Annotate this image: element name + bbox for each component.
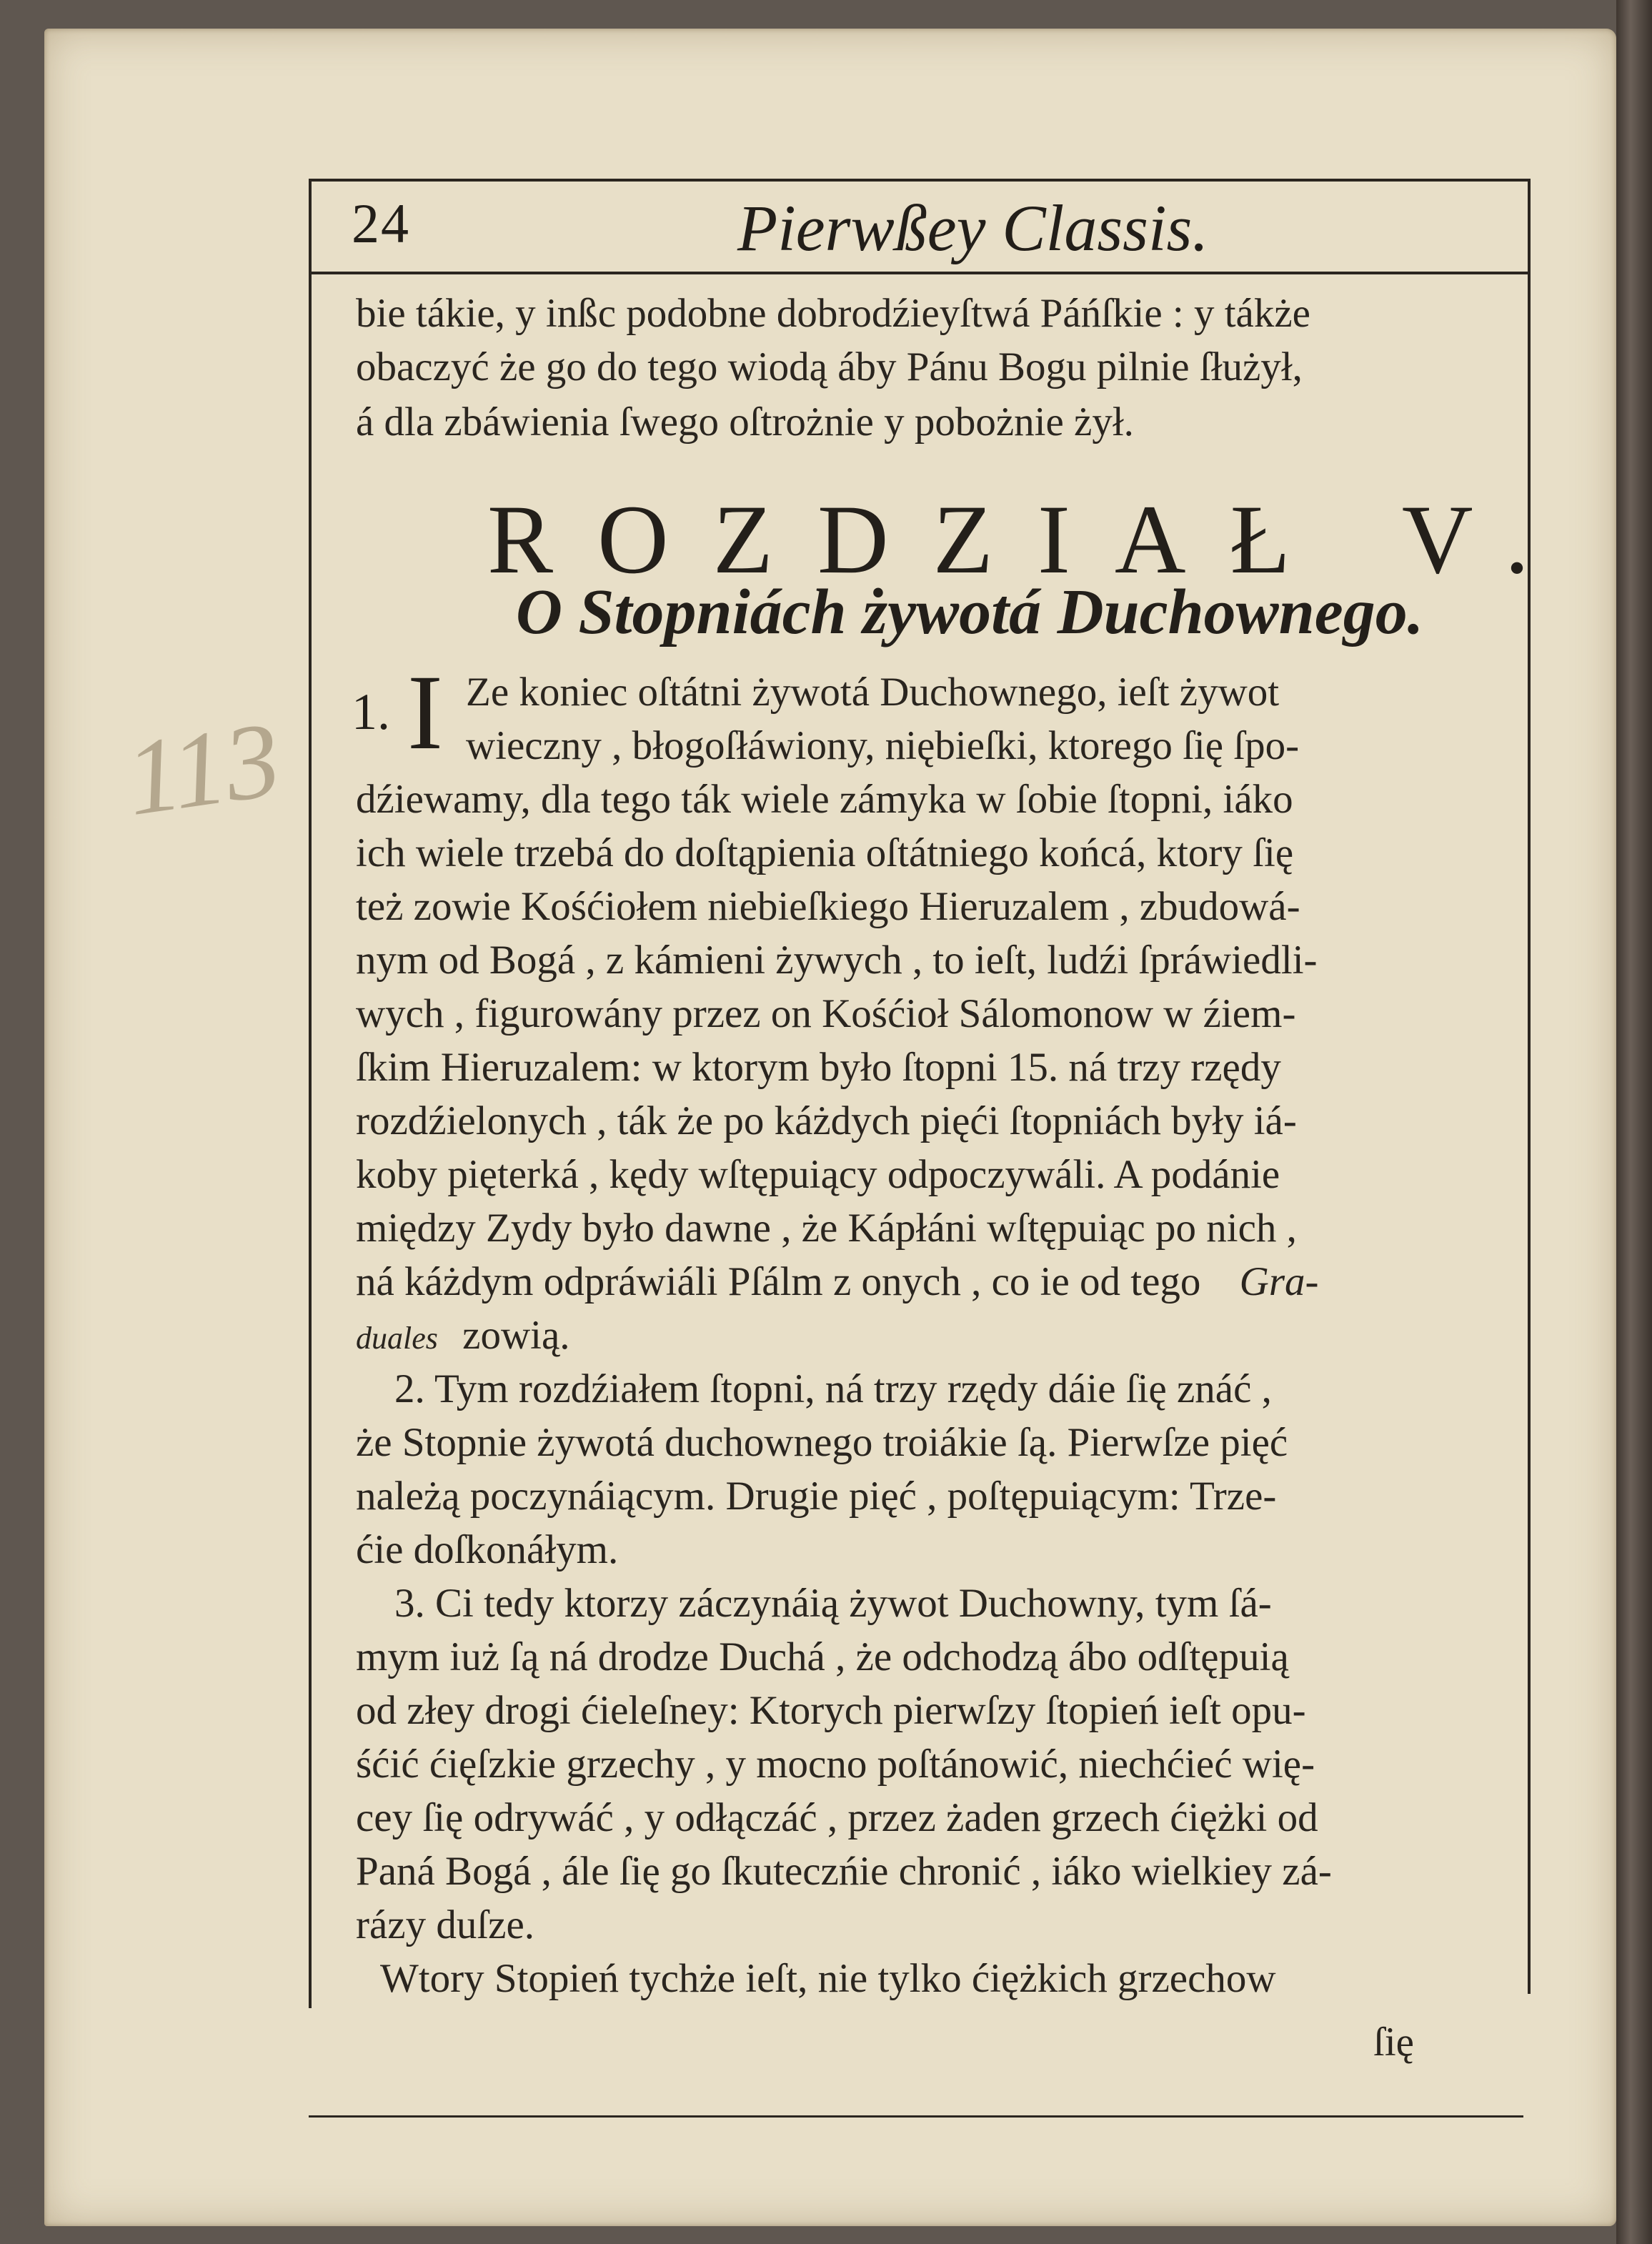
bottom-rule	[309, 2115, 1523, 2118]
text-line: bie tákie, y inßc podobne dobrodźieyſtwá Páńſkie : y tákże	[356, 291, 1310, 336]
text-line: koby pięterká , kędy wſtępuiący odpoczywáli. A podánie	[356, 1152, 1280, 1197]
text-line: ćie doſkonáłym.	[356, 1527, 619, 1572]
text-line: rozdźielonych , ták że po káżdych pięći ſtopniách były iá-	[356, 1098, 1297, 1143]
header-rule	[309, 272, 1531, 274]
text-line: rázy duſze.	[356, 1902, 535, 1947]
text-line: Wtory Stopień tychże ieſt, nie tylko ćiężkich grzechow	[380, 1956, 1276, 2001]
text-fragment: ná káżdym odpráwiáli Pſálm z onych , co ie od tego	[356, 1259, 1201, 1304]
chapter-subtitle: O Stopniách żywotá Duchownego.	[516, 577, 1424, 647]
text-line: mym iuż ſą ná drodze Duchá , że odchodzą ábo odſtępuią	[356, 1634, 1289, 1679]
text-line: Ze koniec oſtátni żywotá Duchownego, ieſt żywot	[466, 670, 1280, 715]
text-fragment: zowią.	[462, 1313, 570, 1358]
text-line: też zowie Kośćiołem niebieſkiego Hieruzalem , zbudowá-	[356, 884, 1300, 929]
text-line: Paná Bogá , ále ſię go ſkuteczńie chronić , iáko wielkiey zá-	[356, 1849, 1332, 1894]
catchword: ſię	[1373, 2020, 1414, 2065]
text-line: wieczny , błogoſłáwiony, niębieſki, ktorego ſię ſpo-	[466, 723, 1300, 768]
book-page	[44, 29, 1616, 2226]
text-line: obaczyć że go do tego wiodą áby Pánu Bogu pilnie ſłużył,	[356, 344, 1303, 389]
text-line: śćić ćięſzkie grzechy , y mocno poſtánowić, niechćieć wię-	[356, 1742, 1315, 1787]
chapter-heading: ROZDZIAŁ V.	[487, 485, 1574, 594]
page-number: 24	[352, 192, 410, 254]
text-line: że Stopnie żywotá duchownego troiákie ſą. Pierwſze pięć	[356, 1420, 1288, 1465]
left-rule	[309, 179, 312, 2008]
top-rule	[309, 179, 1531, 182]
text-line: 3. Ci tedy ktorzy záczynáią żywot Duchowny, tym ſá-	[394, 1581, 1272, 1626]
text-line: ſkim Hieruzalem: w ktorym było ſtopni 15. ná trzy rzędy	[356, 1045, 1281, 1090]
text-line: 2. Tym rozdźiałem ſtopni, ná trzy rzędy dáie ſię znáć ,	[394, 1366, 1272, 1411]
right-rule	[1528, 179, 1531, 1994]
drop-cap: I	[407, 653, 443, 772]
text-line: dźiewamy, dla tego ták wiele zámyka w ſobie ſtopni, iáko	[356, 777, 1293, 822]
text-line: ich wiele trzebá do doſtąpienia oſtátniego końcá, ktory ſię	[356, 830, 1294, 875]
book-edge	[1616, 0, 1652, 2244]
text-line	[356, 1315, 570, 1356]
text-line: á dla zbáwienia ſwego oſtrożnie y pobożnie żył.	[356, 399, 1134, 445]
text-line: cey ſię odrywáć , y odłączáć , przez żaden grzech ćiężki od	[356, 1795, 1318, 1840]
text-line	[356, 1261, 1319, 1302]
text-line: między Zydy było dawne , że Kápłáni wſtępuiąc po nich ,	[356, 1206, 1297, 1251]
text-block	[309, 179, 1574, 2065]
handwritten-margin-mark: 113	[119, 699, 287, 839]
text-line: wych , figurowány przez on Kośćioł Sálomonow w źiem-	[356, 991, 1296, 1036]
italic-fragment: duales	[356, 1321, 438, 1356]
text-line: należą poczynáiącym. Drugie pięć , poſtępuiącym: Trze-	[356, 1474, 1277, 1519]
paragraph-number: 1.	[352, 683, 390, 740]
text-line: od złey drogi ćieleſney: Ktorych pierwſzy ſtopień ieſt opu-	[356, 1688, 1306, 1733]
running-head: Pierwßey Classis.	[737, 192, 1209, 264]
italic-fragment: Gra-	[1239, 1259, 1319, 1304]
text-line: nym od Bogá , z kámieni żywych , to ieſt, ludźi ſpráwiedli-	[356, 938, 1318, 983]
